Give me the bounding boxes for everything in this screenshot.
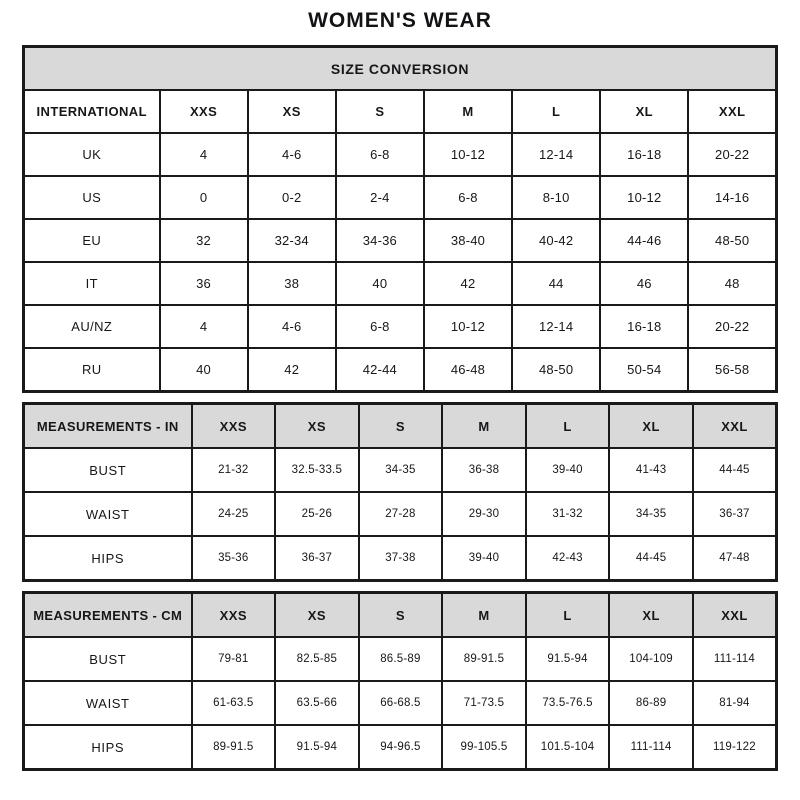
value-cell: 4-6 <box>248 305 336 348</box>
value-cell: 12-14 <box>512 133 600 176</box>
value-cell: 21-32 <box>192 448 276 492</box>
value-cell: 38 <box>248 262 336 305</box>
column-header: S <box>336 90 424 133</box>
column-header: M <box>424 90 512 133</box>
column-header: XXL <box>688 90 776 133</box>
value-cell: 2-4 <box>336 176 424 219</box>
value-cell: 36-37 <box>275 536 359 581</box>
value-cell: 46 <box>600 262 688 305</box>
column-header: S <box>359 404 443 449</box>
row-label: AU/NZ <box>24 305 160 348</box>
value-cell: 101.5-104 <box>526 725 610 770</box>
column-header: XS <box>275 404 359 449</box>
value-cell: 79-81 <box>192 637 276 681</box>
column-header: XXL <box>693 404 777 449</box>
table-row <box>24 219 777 262</box>
column-header: XXS <box>160 90 248 133</box>
table-row <box>24 536 777 581</box>
table-label-header: MEASUREMENTS - CM <box>24 593 192 638</box>
value-cell: 91.5-94 <box>275 725 359 770</box>
table-header-row <box>24 90 777 133</box>
value-cell: 20-22 <box>688 305 776 348</box>
value-cell: 4 <box>160 133 248 176</box>
column-header: XXS <box>192 404 276 449</box>
row-label: WAIST <box>24 492 192 536</box>
table-row <box>24 492 777 536</box>
value-cell: 6-8 <box>424 176 512 219</box>
value-cell: 24-25 <box>192 492 276 536</box>
value-cell: 32 <box>160 219 248 262</box>
table-row <box>24 305 777 348</box>
value-cell: 34-36 <box>336 219 424 262</box>
value-cell: 36 <box>160 262 248 305</box>
column-header: XXL <box>693 593 777 638</box>
value-cell: 48-50 <box>688 219 776 262</box>
row-label: BUST <box>24 637 192 681</box>
row-label: HIPS <box>24 725 192 770</box>
value-cell: 119-122 <box>693 725 777 770</box>
value-cell: 4-6 <box>248 133 336 176</box>
value-cell: 47-48 <box>693 536 777 581</box>
table-row <box>24 637 777 681</box>
column-header: XL <box>609 404 693 449</box>
column-header: M <box>442 593 526 638</box>
value-cell: 20-22 <box>688 133 776 176</box>
value-cell: 89-91.5 <box>442 637 526 681</box>
value-cell: 40-42 <box>512 219 600 262</box>
value-cell: 0-2 <box>248 176 336 219</box>
column-header: XXS <box>192 593 276 638</box>
value-cell: 44-45 <box>693 448 777 492</box>
value-cell: 39-40 <box>442 536 526 581</box>
value-cell: 82.5-85 <box>275 637 359 681</box>
measurements-in-table <box>22 402 778 582</box>
value-cell: 16-18 <box>600 133 688 176</box>
value-cell: 6-8 <box>336 133 424 176</box>
value-cell: 6-8 <box>336 305 424 348</box>
value-cell: 8-10 <box>512 176 600 219</box>
column-header: XL <box>600 90 688 133</box>
row-label: WAIST <box>24 681 192 725</box>
value-cell: 32.5-33.5 <box>275 448 359 492</box>
value-cell: 44-46 <box>600 219 688 262</box>
value-cell: 99-105.5 <box>442 725 526 770</box>
size-conversion-table <box>22 45 778 393</box>
value-cell: 42-43 <box>526 536 610 581</box>
value-cell: 48 <box>688 262 776 305</box>
column-header: L <box>526 404 610 449</box>
value-cell: 44 <box>512 262 600 305</box>
column-header: S <box>359 593 443 638</box>
table-label-header: INTERNATIONAL <box>24 90 160 133</box>
value-cell: 29-30 <box>442 492 526 536</box>
value-cell: 31-32 <box>526 492 610 536</box>
table-row <box>24 725 777 770</box>
column-header: XS <box>275 593 359 638</box>
value-cell: 44-45 <box>609 536 693 581</box>
column-header: L <box>512 90 600 133</box>
column-header: XL <box>609 593 693 638</box>
table-banner: SIZE CONVERSION <box>24 47 777 91</box>
value-cell: 48-50 <box>512 348 600 392</box>
value-cell: 14-16 <box>688 176 776 219</box>
value-cell: 36-37 <box>693 492 777 536</box>
table-row <box>24 133 777 176</box>
value-cell: 25-26 <box>275 492 359 536</box>
value-cell: 10-12 <box>424 133 512 176</box>
row-label: RU <box>24 348 160 392</box>
table-label-header: MEASUREMENTS - IN <box>24 404 192 449</box>
column-header: M <box>442 404 526 449</box>
value-cell: 111-114 <box>693 637 777 681</box>
value-cell: 34-35 <box>609 492 693 536</box>
measurements-cm-table <box>22 591 778 771</box>
value-cell: 40 <box>336 262 424 305</box>
table-row <box>24 176 777 219</box>
value-cell: 89-91.5 <box>192 725 276 770</box>
value-cell: 10-12 <box>424 305 512 348</box>
value-cell: 27-28 <box>359 492 443 536</box>
value-cell: 73.5-76.5 <box>526 681 610 725</box>
page-title: WOMEN'S WEAR <box>308 9 492 32</box>
row-label: HIPS <box>24 536 192 581</box>
value-cell: 63.5-66 <box>275 681 359 725</box>
value-cell: 37-38 <box>359 536 443 581</box>
row-label: BUST <box>24 448 192 492</box>
value-cell: 34-35 <box>359 448 443 492</box>
table-header-row <box>24 593 777 638</box>
table-header-row <box>24 404 777 449</box>
value-cell: 12-14 <box>512 305 600 348</box>
value-cell: 86-89 <box>609 681 693 725</box>
column-header: L <box>526 593 610 638</box>
row-label: US <box>24 176 160 219</box>
value-cell: 104-109 <box>609 637 693 681</box>
value-cell: 35-36 <box>192 536 276 581</box>
table-row <box>24 262 777 305</box>
value-cell: 39-40 <box>526 448 610 492</box>
column-header: XS <box>248 90 336 133</box>
value-cell: 32-34 <box>248 219 336 262</box>
value-cell: 42-44 <box>336 348 424 392</box>
value-cell: 56-58 <box>688 348 776 392</box>
value-cell: 0 <box>160 176 248 219</box>
value-cell: 41-43 <box>609 448 693 492</box>
value-cell: 4 <box>160 305 248 348</box>
value-cell: 42 <box>248 348 336 392</box>
value-cell: 71-73.5 <box>442 681 526 725</box>
table-row <box>24 448 777 492</box>
value-cell: 111-114 <box>609 725 693 770</box>
table-row <box>24 348 777 392</box>
value-cell: 86.5-89 <box>359 637 443 681</box>
value-cell: 10-12 <box>600 176 688 219</box>
table-row <box>24 681 777 725</box>
value-cell: 16-18 <box>600 305 688 348</box>
value-cell: 61-63.5 <box>192 681 276 725</box>
value-cell: 46-48 <box>424 348 512 392</box>
value-cell: 81-94 <box>693 681 777 725</box>
value-cell: 50-54 <box>600 348 688 392</box>
value-cell: 38-40 <box>424 219 512 262</box>
row-label: UK <box>24 133 160 176</box>
value-cell: 91.5-94 <box>526 637 610 681</box>
table-banner-row <box>24 47 777 91</box>
value-cell: 66-68.5 <box>359 681 443 725</box>
value-cell: 94-96.5 <box>359 725 443 770</box>
value-cell: 40 <box>160 348 248 392</box>
value-cell: 36-38 <box>442 448 526 492</box>
row-label: EU <box>24 219 160 262</box>
value-cell: 42 <box>424 262 512 305</box>
row-label: IT <box>24 262 160 305</box>
